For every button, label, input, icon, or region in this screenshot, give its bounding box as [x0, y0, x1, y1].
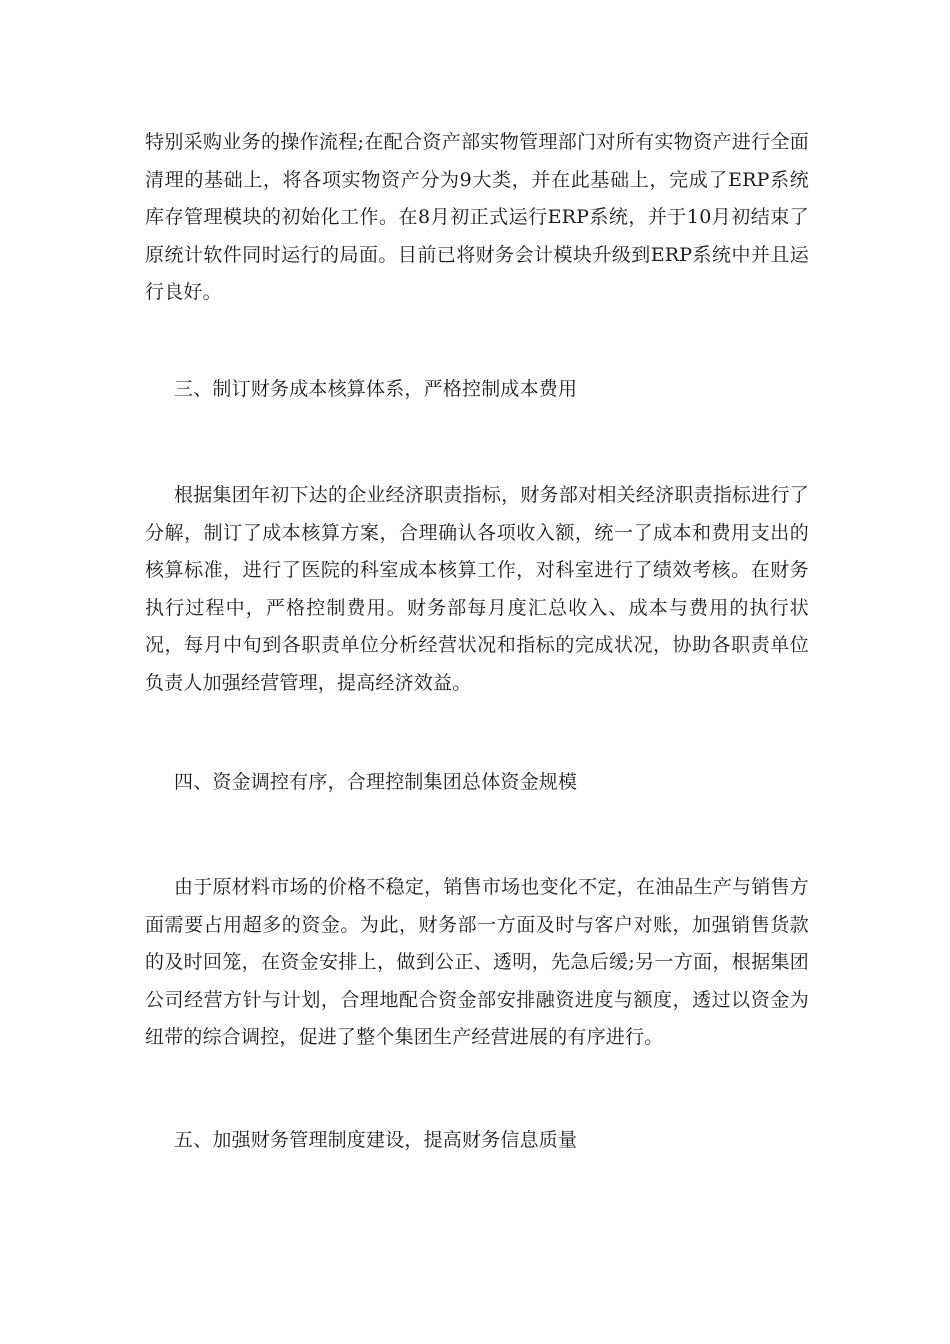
section-3-paragraph: 根据集团年初下达的企业经济职责指标，财务部对相关经济职责指标进行了分解，制订了成本核算方案，合理确认各项收入额，统一了成本和费用支出的核算标准，进行了医院的科室成本核算工作，对科室进行了绩效考核。在财务执行过程中，严格控制费用。财务部每月度汇总收入、成本与费用的执行状况，每月中旬到各职责单位分析经营状况和指标的完成状况，协助各职责单位负责人加强经营管理，提高经济效益。: [145, 484, 809, 694]
section-5-heading: 五、加强财务管理制度建设，提高财务信息质量: [174, 1129, 578, 1151]
section-4-paragraph: 由于原材料市场的价格不稳定，销售市场也变化不定，在油品生产与销售方面需要占用超多的资金。为此，财务部一方面及时与客户对账，加强销售货款的及时回笼，在资金安排上，做到公正、透明，先急后缓;另一方面，根据集团公司经营方针与计划，合理地配合资金部安排融资进度与额度，透过以资金为纽带的综合调控，促进了整个集团生产经营进展的有序进行。: [145, 876, 809, 1049]
section-3-heading: 三、制订财务成本核算体系，严格控制成本费用: [174, 378, 578, 400]
continued-paragraph: 特别采购业务的操作流程;在配合资产部实物管理部门对所有实物资产进行全面清理的基础上，将各项实物资产分为9大类，并在此基础上，完成了ERP系统库存管理模块的初始化工作。在8月初正式运行ERP系统，并于10月初结束了原统计软件同时运行的局面。目前已将财务会计模块升级到ERP系统中并且运行良好。: [145, 131, 809, 304]
section-4-heading: 四、资金调控有序，合理控制集团总体资金规模: [174, 771, 578, 793]
